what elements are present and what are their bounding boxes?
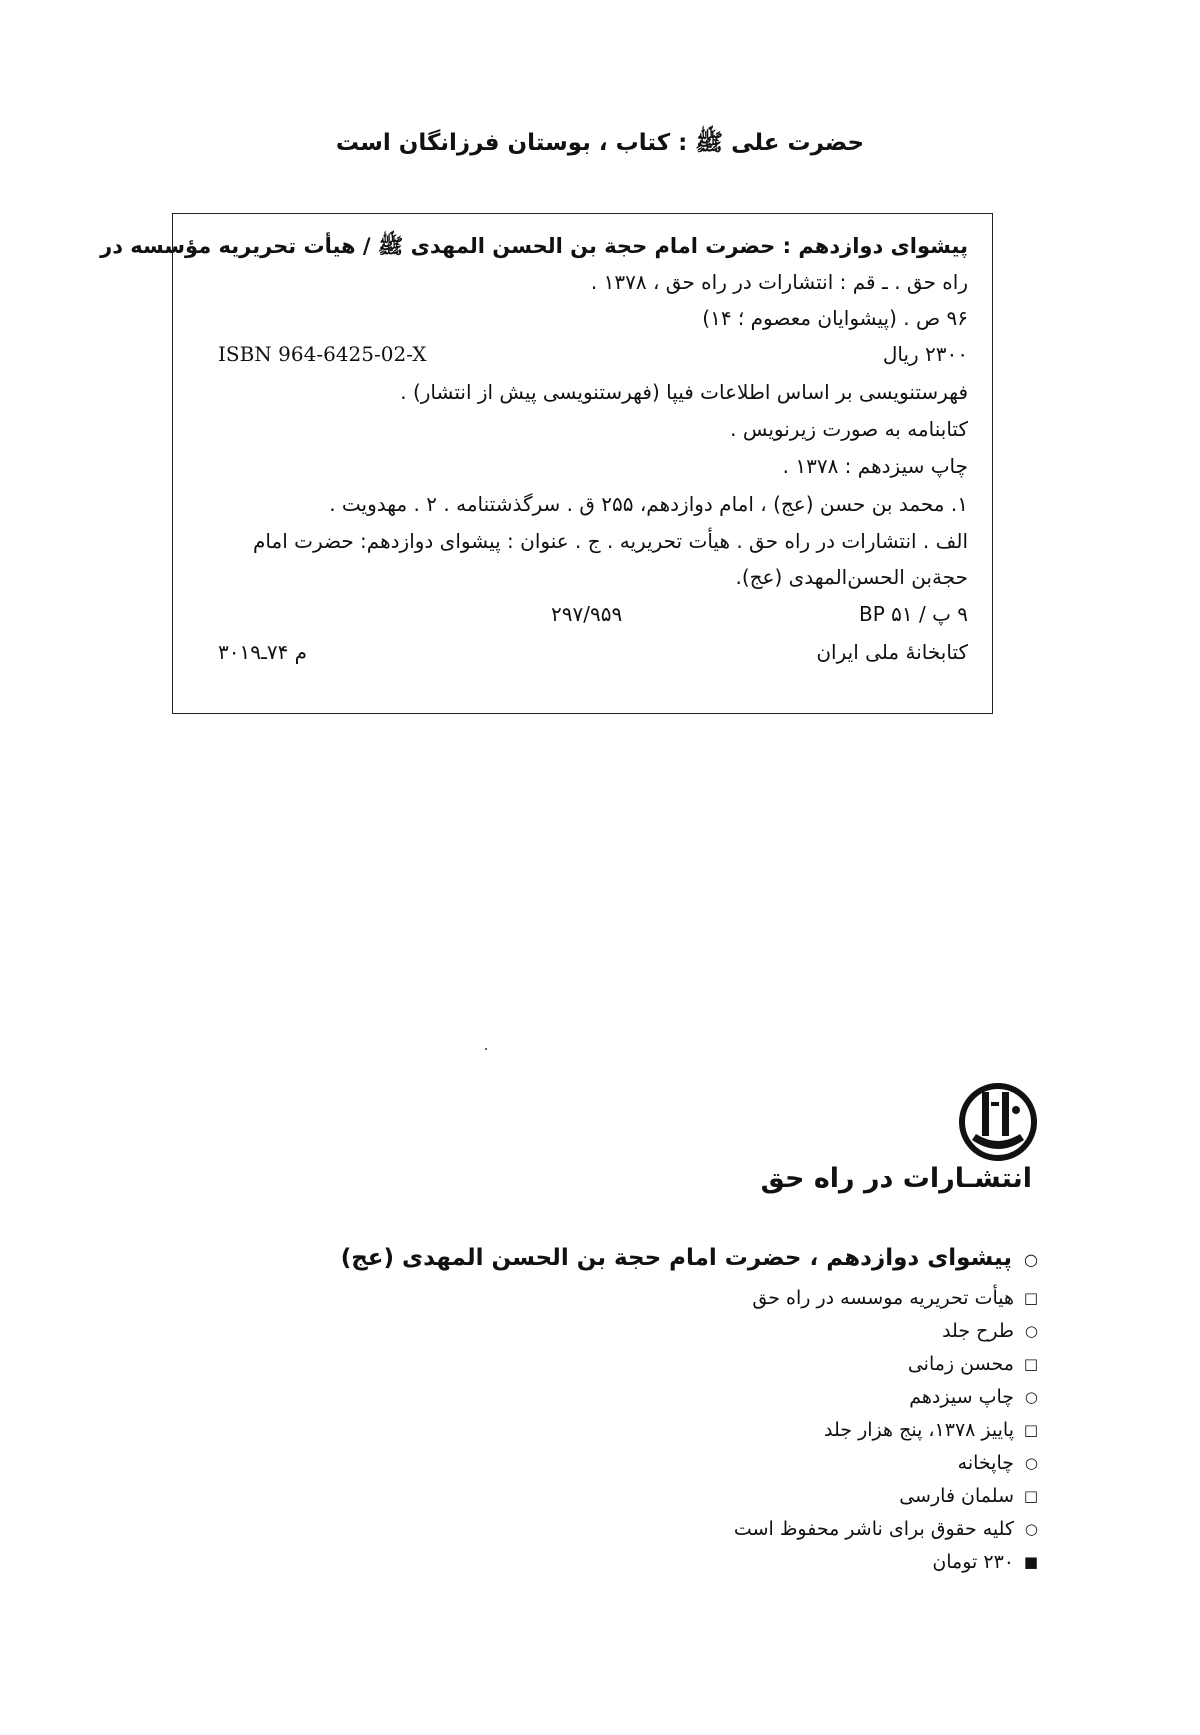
colophon-item-text: محسن زمانی: [907, 1353, 1014, 1375]
colophon-item: [734, 1480, 1038, 1513]
book-title: پیشوای دوازدهم ، حضرت امام حجة بن الحسن المهدی (عج): [340, 1245, 1013, 1271]
colophon-item: [734, 1447, 1038, 1480]
colophon-item: [734, 1513, 1038, 1546]
cip-library-name: کتابخانهٔ ملی ایران: [816, 640, 968, 664]
bullet-square-icon: [1026, 1291, 1038, 1306]
bullet-square-icon: [1026, 1357, 1038, 1372]
colophon-item-text: سلمان فارسی: [899, 1485, 1014, 1507]
colophon-item: [734, 1348, 1038, 1381]
cip-dewey-classification: ۲۹۷/۹۵۹: [551, 602, 623, 626]
colophon-item-text: چاپ سیزدهم: [909, 1386, 1014, 1408]
cip-pages-series-line: ۹۶ ص . (پیشوایان معصوم ؛ ۱۴): [702, 306, 968, 330]
cip-publication-line: راه حق . ـ قم : انتشارات در راه حق ، ۱۳۷۸ .: [590, 270, 968, 294]
cip-price: ۲۳۰۰ ریال: [882, 342, 968, 366]
colophon-list: [734, 1282, 1038, 1579]
cip-bibliography-note: کتابنامه به صورت زیرنویس .: [730, 417, 968, 441]
colophon-item-text: ۲۳۰ تومان: [932, 1551, 1014, 1573]
cip-record-number: م ۷۴ـ۳۰۱۹: [218, 640, 308, 664]
colophon-item-text: طرح جلد: [942, 1320, 1014, 1342]
bullet-square-icon: [1026, 1423, 1038, 1438]
epigraph-quote: حضرت علی ﷺ : کتاب ، بوستان فرزانگان است: [335, 130, 865, 156]
cip-fipa-note: فهرستنویسی بر اساس اطلاعات فیپا (فهرستنویسی پیش از انتشار) .: [400, 380, 968, 404]
bullet-circle-icon: ○: [1024, 1250, 1038, 1269]
colophon-item: [734, 1414, 1038, 1447]
publisher-name: انتشـارات در راه حق: [760, 1163, 1032, 1194]
publisher-logo-icon: [958, 1082, 1038, 1162]
cip-isbn: ISBN 964-6425-02-X: [218, 342, 427, 366]
cip-subjects-line: ۱. محمد بن حسن (عج) ، امام دوازدهم، ۲۵۵ ق . سرگذشتنامه . ۲ . مهدویت .: [329, 492, 968, 516]
cip-added-entries-cont: حجةبن الحسن‌المهدی (عج).: [735, 565, 968, 589]
cip-lc-classification: ۹ پ / BP ۵۱: [858, 602, 968, 626]
bullet-circle-icon: [1026, 1390, 1038, 1405]
book-title-line: [341, 1245, 1038, 1271]
colophon-item: [734, 1315, 1038, 1348]
colophon-item-text: پاییز ۱۳۷۸، پنج هزار جلد: [824, 1419, 1014, 1441]
colophon-item-text: چاپخانه: [957, 1452, 1014, 1474]
colophon-item: [734, 1282, 1038, 1315]
colophon-item: [734, 1381, 1038, 1414]
stray-dot: [485, 1048, 487, 1050]
bullet-circle-icon: [1026, 1324, 1038, 1339]
colophon-item: [734, 1546, 1038, 1579]
bullet-circle-icon: [1026, 1456, 1038, 1471]
cip-heading-line: پیشوای دوازدهم : حضرت امام حجة بن الحسن المهدی ﷺ / هیأت تحریریه مؤسسه در: [100, 234, 968, 258]
colophon-item-text: کلیه حقوق برای ناشر محفوظ است: [733, 1518, 1014, 1540]
bullet-square-icon: [1026, 1489, 1038, 1504]
cataloging-in-publication-box: [100, 213, 993, 714]
bullet-circle-icon: [1026, 1522, 1038, 1537]
bullet-filled-square-icon: [1026, 1555, 1038, 1570]
cip-edition-note: چاپ سیزدهم : ۱۳۷۸ .: [782, 454, 968, 478]
colophon-item-text: هیأت تحریریه موسسه در راه حق: [752, 1287, 1014, 1309]
cip-added-entries-line: الف . انتشارات در راه حق . هیأت تحریریه . ج . عنوان : پیشوای دوازدهم: حضرت امام: [253, 529, 968, 553]
